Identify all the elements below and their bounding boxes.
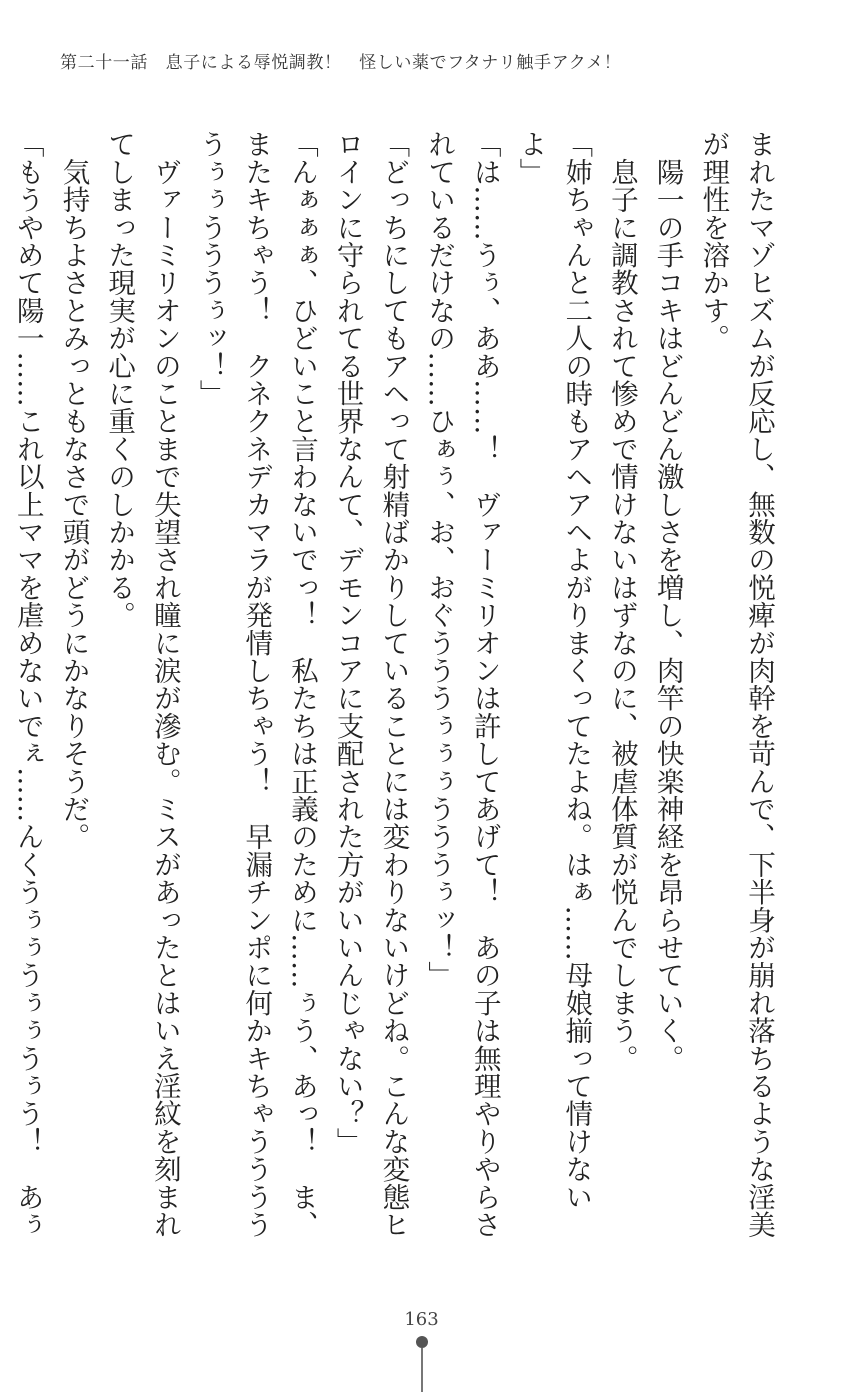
paragraph: 「は……うぅ、ああ……！ ヴァーミリオンは許してあげて！ あの子は無理やりやらされているだけなの……ひぁぅ、お、おぐうううぅぅぅうううぅッ！」	[423, 130, 501, 1238]
paragraph: 「どっちにしてもアヘって射精ばかりしていることには変わりないけどね。こんな変態ヒロインに守られてる世界なんて、デモンコアに支配された方がいいんじゃない？」	[331, 130, 410, 1238]
paragraph: 気持ちよさとみっともなさで頭がどうにかなりそうだ。	[57, 130, 90, 851]
page-number: 163	[404, 1309, 439, 1330]
page-marker-dot	[416, 1336, 428, 1348]
paragraph: 「姉ちゃんと二人の時もアヘアヘよがりまくってたよね。はぁ……母娘揃って情けないよ」	[514, 130, 593, 1211]
novel-body-text	[11, 130, 781, 1240]
paragraph: 陽一の手コキはどんどん激しさを増し、肉竿の快楽神経を昂らせていく。	[651, 130, 684, 1072]
paragraph: 「んぁぁぁ、ひどいこと言わないでっ！ 私たちは正義のために……ぅう、あっ！ ま、またキちゃう！ クネクネデカマラが発情しちゃう！ 早漏チンポに何かキちゃうううううぅぅうううぅッ！」	[194, 130, 318, 1238]
running-header: 第二十一話 息子による辱悦調教！ 怪しい薬でフタナリ触手アクメ！	[60, 53, 622, 73]
page-footer	[0, 1310, 843, 1392]
paragraph: 息子に調教されて惨めで情けないはずなのに、被虐体質が悦んでしまう。	[605, 130, 638, 1072]
page-marker-line	[421, 1348, 423, 1392]
paragraph: まれたマゾヒズムが反応し、無数の悦痺が肉幹を苛んで、下半身が崩れ落ちるような淫美が理性を溶かす。	[697, 130, 775, 1238]
paragraph: 「もうやめて陽一……これ以上ママを虐めないでぇ……んくうぅぅうぅぅうぅう！ あぅ	[11, 130, 44, 1238]
paragraph: ヴァーミリオンのことまで失望され瞳に涙が滲む。ミスがあったとはいえ淫紋を刻まれてしまった現実が心に重くのしかかる。	[103, 130, 181, 1238]
